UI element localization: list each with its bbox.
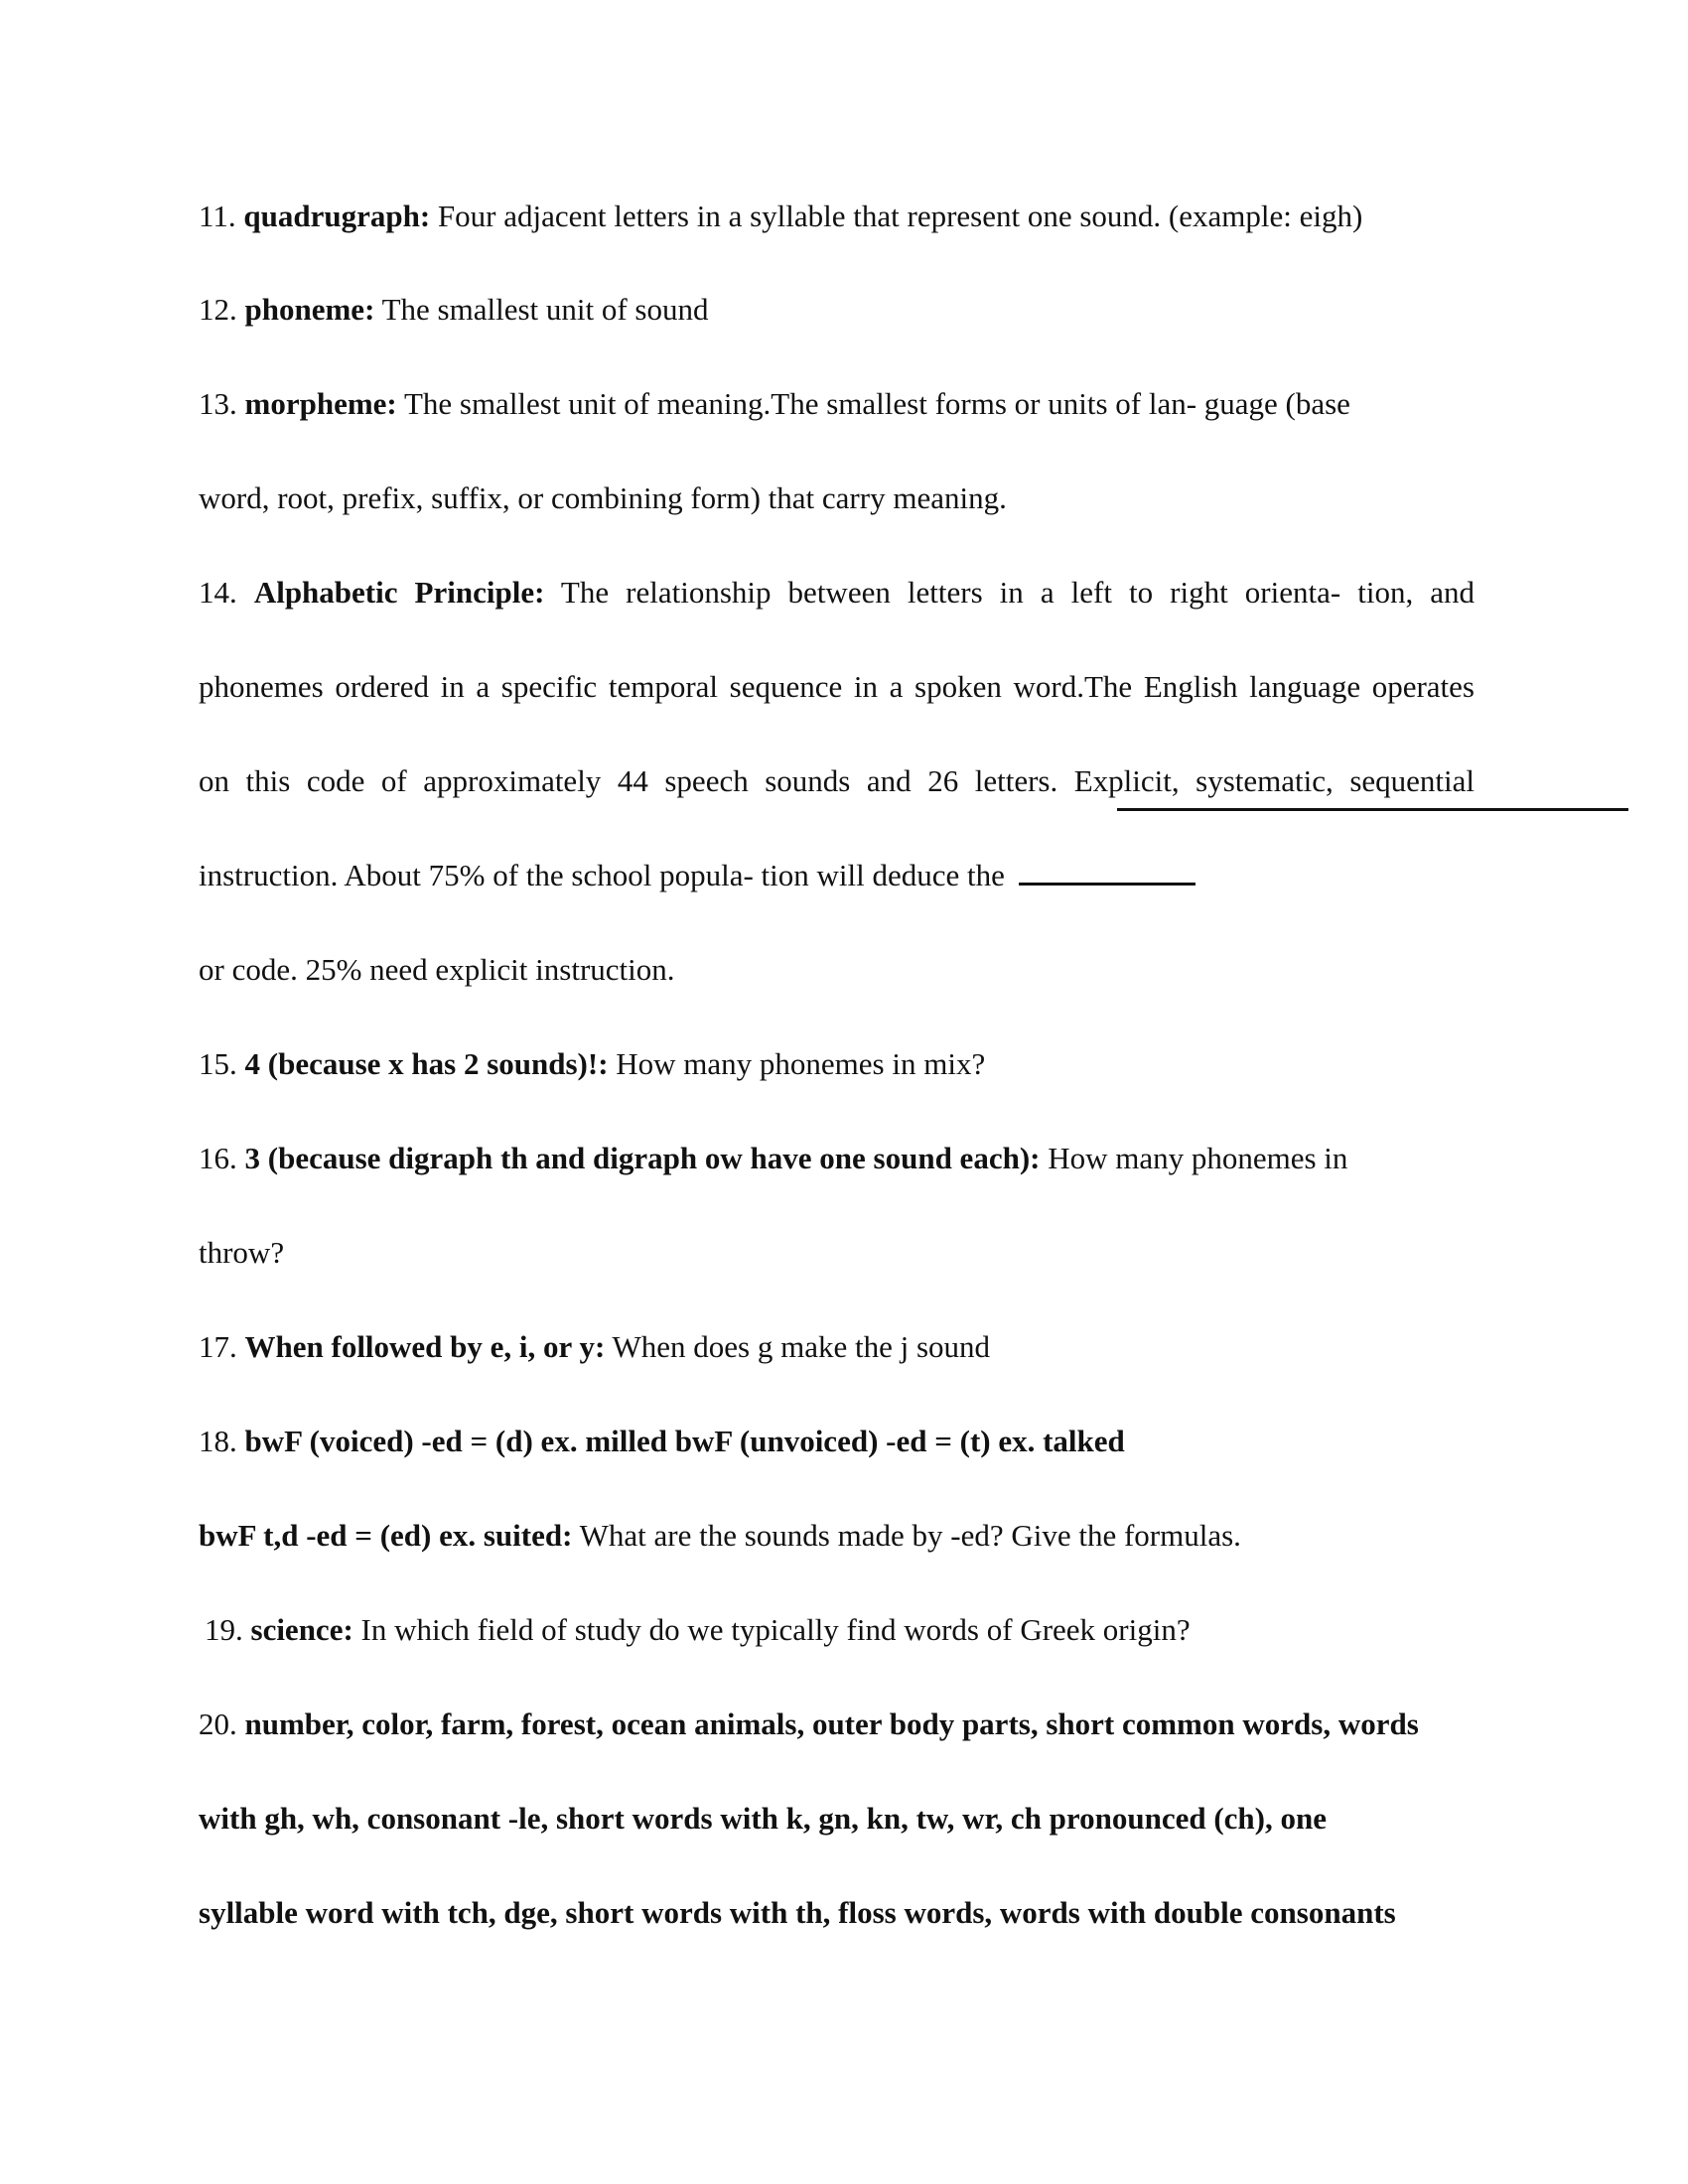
term: with gh, wh, consonant -le, short words with k, gn, kn, tw, wr, ch pronounced (ch), one	[199, 1801, 1327, 1836]
item-13	[199, 384, 1489, 424]
item-14-continuation-4: or code. 25% need explicit instruction.	[199, 952, 675, 987]
definition: How many phonemes in	[1048, 1141, 1348, 1175]
fill-in-blank	[1019, 859, 1196, 886]
term: When followed by e, i, or y:	[244, 1329, 606, 1364]
item-14	[199, 573, 1475, 613]
definition: Four adjacent letters in a syllable that represent one sound. (example: eigh)	[437, 199, 1363, 233]
item-number: 12.	[199, 292, 237, 327]
item-16	[199, 1139, 1489, 1178]
fill-in-blank-line	[1117, 808, 1628, 811]
item-number: 16.	[199, 1141, 237, 1175]
term: 3 (because digraph th and digraph ow have one sound each):	[244, 1141, 1041, 1175]
term: bwF (voiced) -ed = (d) ex. milled bwF (unvoiced) -ed = (t) ex. talked	[244, 1424, 1125, 1458]
term: morpheme:	[244, 386, 397, 421]
definition: The smallest unit of sound	[381, 292, 709, 327]
definition: The smallest unit of meaning.The smallest forms or units of lan- guage (base	[403, 386, 1350, 421]
item-20-continuation-2	[199, 1893, 1489, 1933]
item-11	[199, 197, 1489, 236]
definition: How many phonemes in mix?	[616, 1046, 986, 1081]
item-20-continuation-1	[199, 1799, 1489, 1839]
item-number: 17.	[199, 1329, 237, 1364]
item-14-text: instruction. About 75% of the school popula- tion will deduce the	[199, 858, 1005, 892]
item-13-continuation: word, root, prefix, suffix, or combining form) that carry meaning.	[199, 480, 1007, 515]
term: phoneme:	[244, 292, 375, 327]
definition: When does g make the j sound	[612, 1329, 991, 1364]
item-number: 20.	[199, 1706, 237, 1741]
term: Alphabetic Principle:	[253, 575, 545, 610]
definition: The relationship between letters in a left to right orienta- tion, and	[560, 575, 1476, 610]
item-17	[199, 1327, 1489, 1367]
item-number: 11.	[199, 199, 236, 233]
item-12	[199, 290, 1489, 330]
item-20	[199, 1705, 1489, 1744]
item-number: 14.	[199, 575, 237, 610]
item-19	[205, 1610, 1495, 1650]
item-14-continuation-1: phonemes ordered in a specific temporal sequence in a spoken word.The English language operates	[199, 669, 1475, 704]
item-14-continuation-2: on this code of approximately 44 speech sounds and 26 letters. Explicit, systematic, sequential	[199, 763, 1475, 798]
term: syllable word with tch, dge, short words with th, floss words, words with double consonants	[199, 1895, 1396, 1930]
item-number: 13.	[199, 386, 237, 421]
item-15	[199, 1044, 1489, 1084]
term: bwF t,d -ed = (ed) ex. suited:	[199, 1518, 573, 1553]
item-16-continuation: throw?	[199, 1235, 285, 1270]
term: 4 (because x has 2 sounds)!:	[244, 1046, 609, 1081]
item-18	[199, 1422, 1489, 1461]
item-number: 18.	[199, 1424, 237, 1458]
item-14-continuation-3	[199, 856, 1489, 895]
item-18-continuation	[199, 1516, 1489, 1556]
item-number: 19.	[205, 1612, 243, 1647]
term: quadrugraph:	[243, 199, 431, 233]
term: science:	[250, 1612, 353, 1647]
item-number: 15.	[199, 1046, 237, 1081]
term: number, color, farm, forest, ocean animals, outer body parts, short common words, words	[244, 1706, 1419, 1741]
definition: In which field of study do we typically find words of Greek origin?	[360, 1612, 1191, 1647]
definition: What are the sounds made by -ed? Give the formulas.	[579, 1518, 1241, 1553]
